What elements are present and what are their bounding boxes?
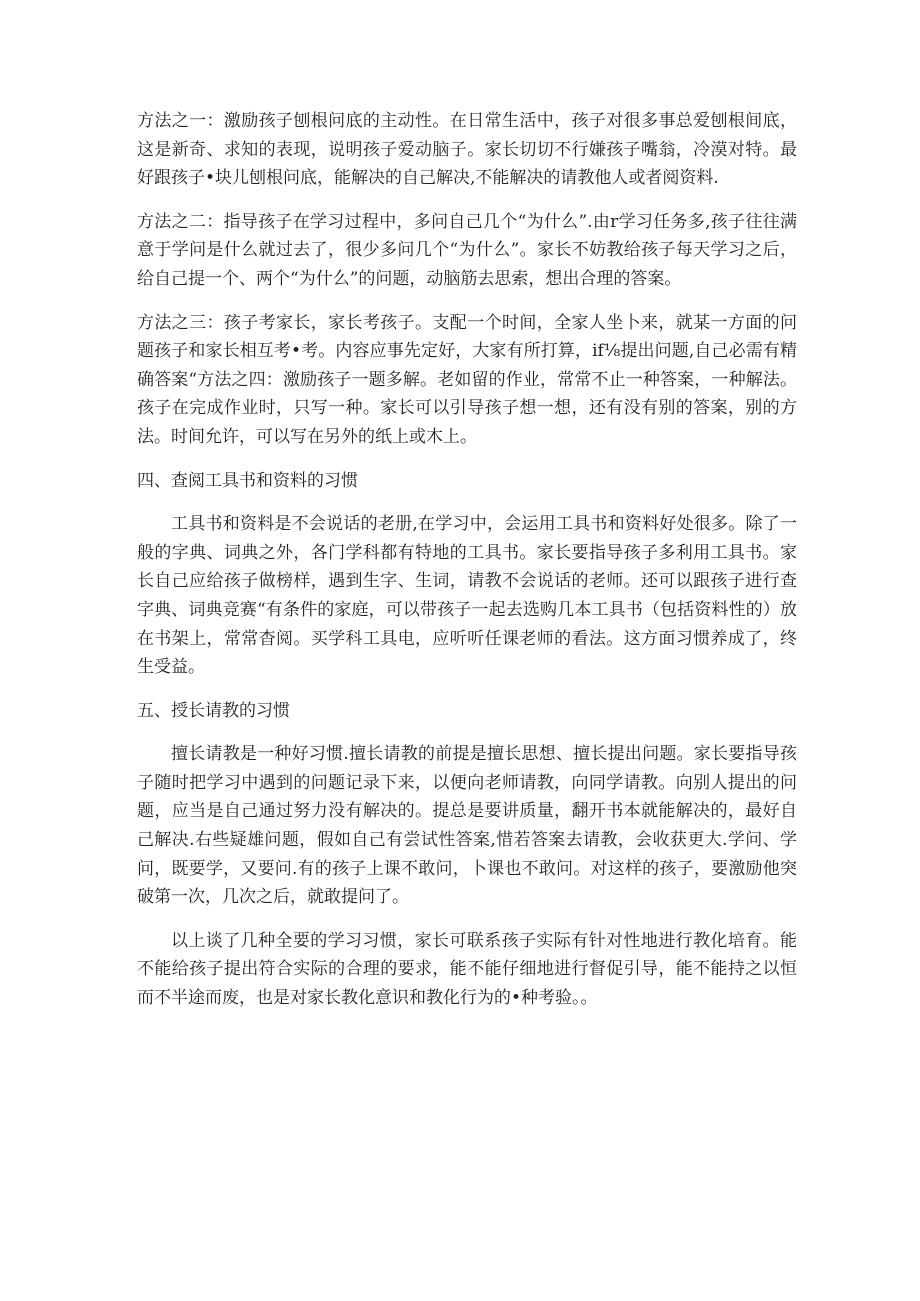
conclusion-paragraph: 以上谈了几种全要的学习习惯，家长可联系孩子实际有针对性地进行教化培育。能不能给孩子提出符合实际的合理的要求，能不能仔细地进行督促引导，能不能持之以恒而不半途而废，也是对家长教化意识和教化行为的•种考验。。 [137, 930, 797, 1009]
method-two-paragraph: 方法之二：指导孩子在学习过程中，多问自己几个“为什么”.由r学习任务多,孩子往往满意于学问是什么就过去了，很少多问几个“为什么”。家长不妨教给孩子每天学习之后，给自己提一个、两个“为什么”的问题，动脑筋去思索，想出合理的答案。 [137, 211, 797, 289]
section-four-paragraph: 工具书和资料是不会说话的老册,在学习中，会运用工具书和资料好处很多。除了一般的字典、词典之外，各门学科都有特地的工具书。家长要指导孩子多利用工具书。家长自己应给孩子做榜样，遇到生字、生词，请教不会说话的老师。还可以跟孩子进行查字典、词典竞赛“有条件的家庭，可以带孩子一起去选购几本工具书（包括资料性的）放在书架上，常常杳阅。买学科工具电，应听听任课老师的看法。这方面习惯养成了，终生受益。 [137, 514, 797, 678]
document-body [137, 107, 797, 1028]
section-four-heading: 四、查阅工具书和资料的习惯 [137, 470, 358, 491]
section-five-heading: 五、授长请教的习惯 [137, 700, 290, 721]
method-three-paragraph: 方法之三：孩子考家长，家长考孩子。支配一个时间，全家人坐卜来，就某一方面的问题孩子和家长相互考•考。内容应事先定好，大家有所打算，if⅛提出问题,自己必需有精确答案“方法之四：激励孩子一题多解。老如留的作业，常常不止一种答案，一种解法。孩子在完成作业时，只写一种。家长可以引导孩子想一想，还有没有别的答案，别的方法。时间允许，可以写在另外的纸上或木上。 [137, 312, 797, 447]
section-five-paragraph: 擅长请教是一种好习惯.擅长请教的前提是擅长思想、擅长提出问题。家长要指导孩子随时把学习中遇到的问题记录下来，以便向老师请教，向同学请教。向别人提出的问题，应当是自己通过努力没有解决的。提总是要讲质量，翻开书本就能解决的，最好自己解决.右些疑雄问题，假如自己有尝试性答案,惜若答案去请教，会收获更大.学问、学问，既要学，又要问.有的孩子上课不敢问，卜课也不敢问。对这样的孩子，要激励他突破第一次，几次之后，就敢提问了。 [137, 744, 797, 908]
method-one-paragraph: 方法之一：激励孩子刨根问底的主动性。在日常生活中，孩子对很多事总爱刨根间底，这是新奇、求知的表现，说明孩子爱动脑子。家长切切不行嫌孩子嘴翁，冷漠对特。最好跟孩子•块儿刨根问底，能解决的自己解决,不能解决的请教他人或者阅资料. [137, 111, 797, 189]
